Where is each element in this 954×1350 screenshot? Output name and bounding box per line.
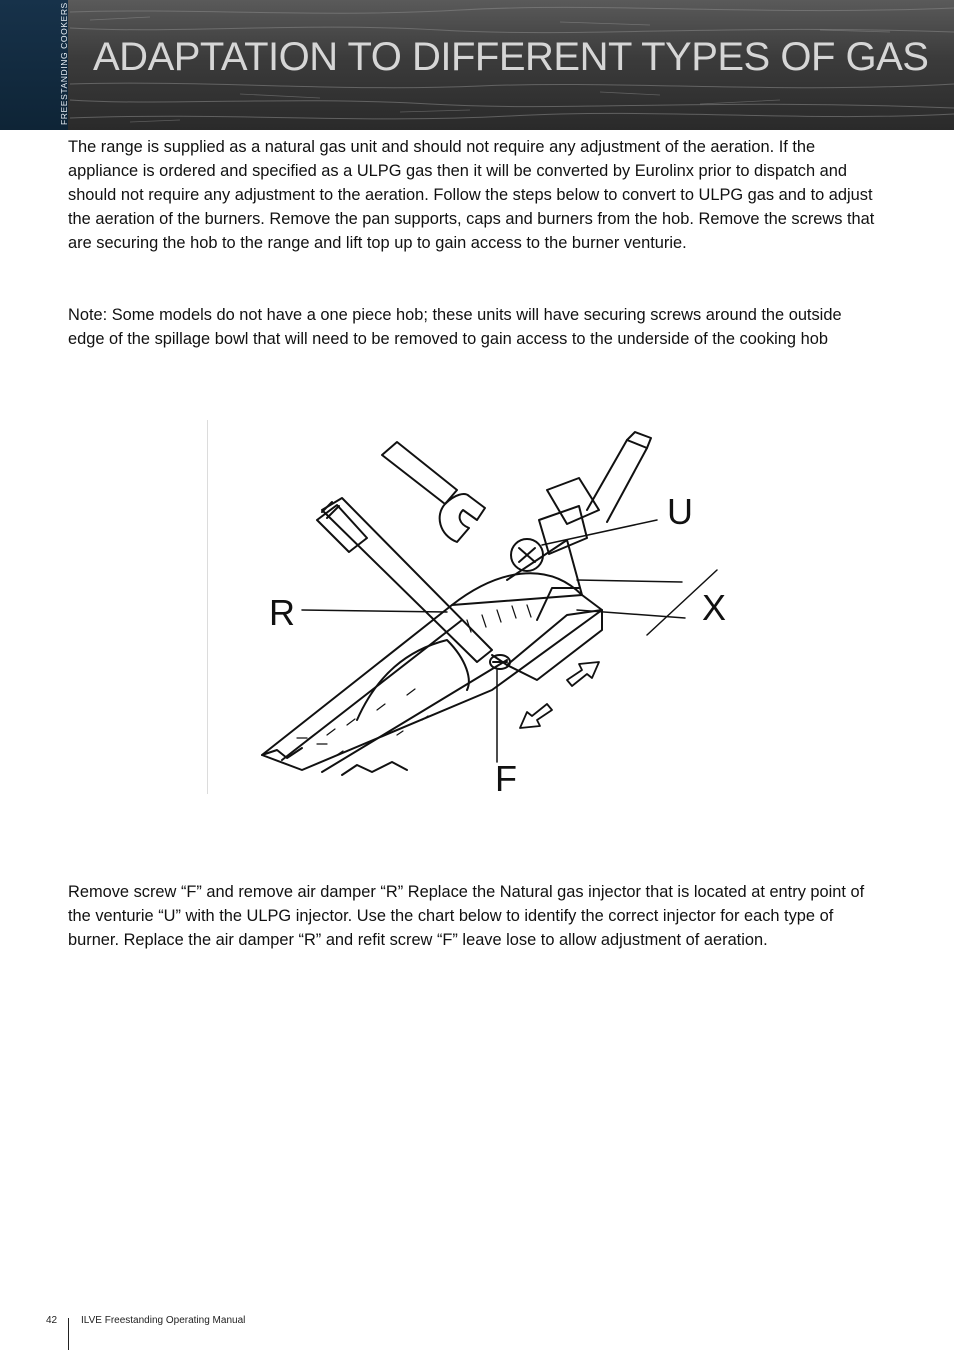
manual-title: ILVE Freestanding Operating Manual: [81, 1315, 246, 1326]
page-number: 42: [46, 1315, 58, 1326]
note-paragraph: Note: Some models do not have a one piece hob; these units will have securing screws around the outside edge of the spillage bowl that will need to be removed to gain access to the underside of the cooking hob: [68, 306, 842, 348]
leader-lines: [302, 520, 717, 762]
screwdriver: [317, 498, 492, 662]
venturi-tube: [262, 573, 602, 775]
instructions-paragraph: Remove screw “F” and remove air damper “R” Replace the Natural gas injector that is located at entry point of the venturie “U” with the ULPG injector. Use the chart below to identify the correct injector for each type of burner. Replace the air damper “R” and refit screw “F” leave lose to allow adjustment of aeration.: [68, 883, 865, 949]
label-r: R: [269, 592, 295, 633]
label-f: F: [495, 758, 517, 796]
header-banner: [0, 0, 954, 130]
intro-paragraph: The range is supplied as a natural gas unit and should not require any adjustment of the aeration. If the appliance is ordered and specified as a ULPG gas then it will be converted by Eurolinx prior to dispatch and should not require any adjustment to the aeration. Follow the steps below to convert to ULPG gas and to adjust the aeration of the burners. Remove the pan supports, caps and burners from the hob. Remove the screws that are securing the hob to the range and lift top up to gain access to the burner venturie.: [68, 138, 875, 252]
screw-f: [490, 655, 510, 669]
wrench: [382, 442, 485, 542]
adjustment-arrows: [520, 662, 599, 728]
page-title: ADAPTATION TO DIFFERENT TYPES OF GAS: [93, 35, 929, 79]
label-u: U: [667, 491, 693, 532]
section-label: FREESTANDING COOKERS: [59, 2, 69, 125]
label-x: X: [702, 587, 727, 628]
side-tab: [0, 0, 68, 130]
footer-divider: [68, 1318, 69, 1350]
burner-diagram: [207, 420, 767, 796]
gas-pipe: [507, 432, 651, 595]
